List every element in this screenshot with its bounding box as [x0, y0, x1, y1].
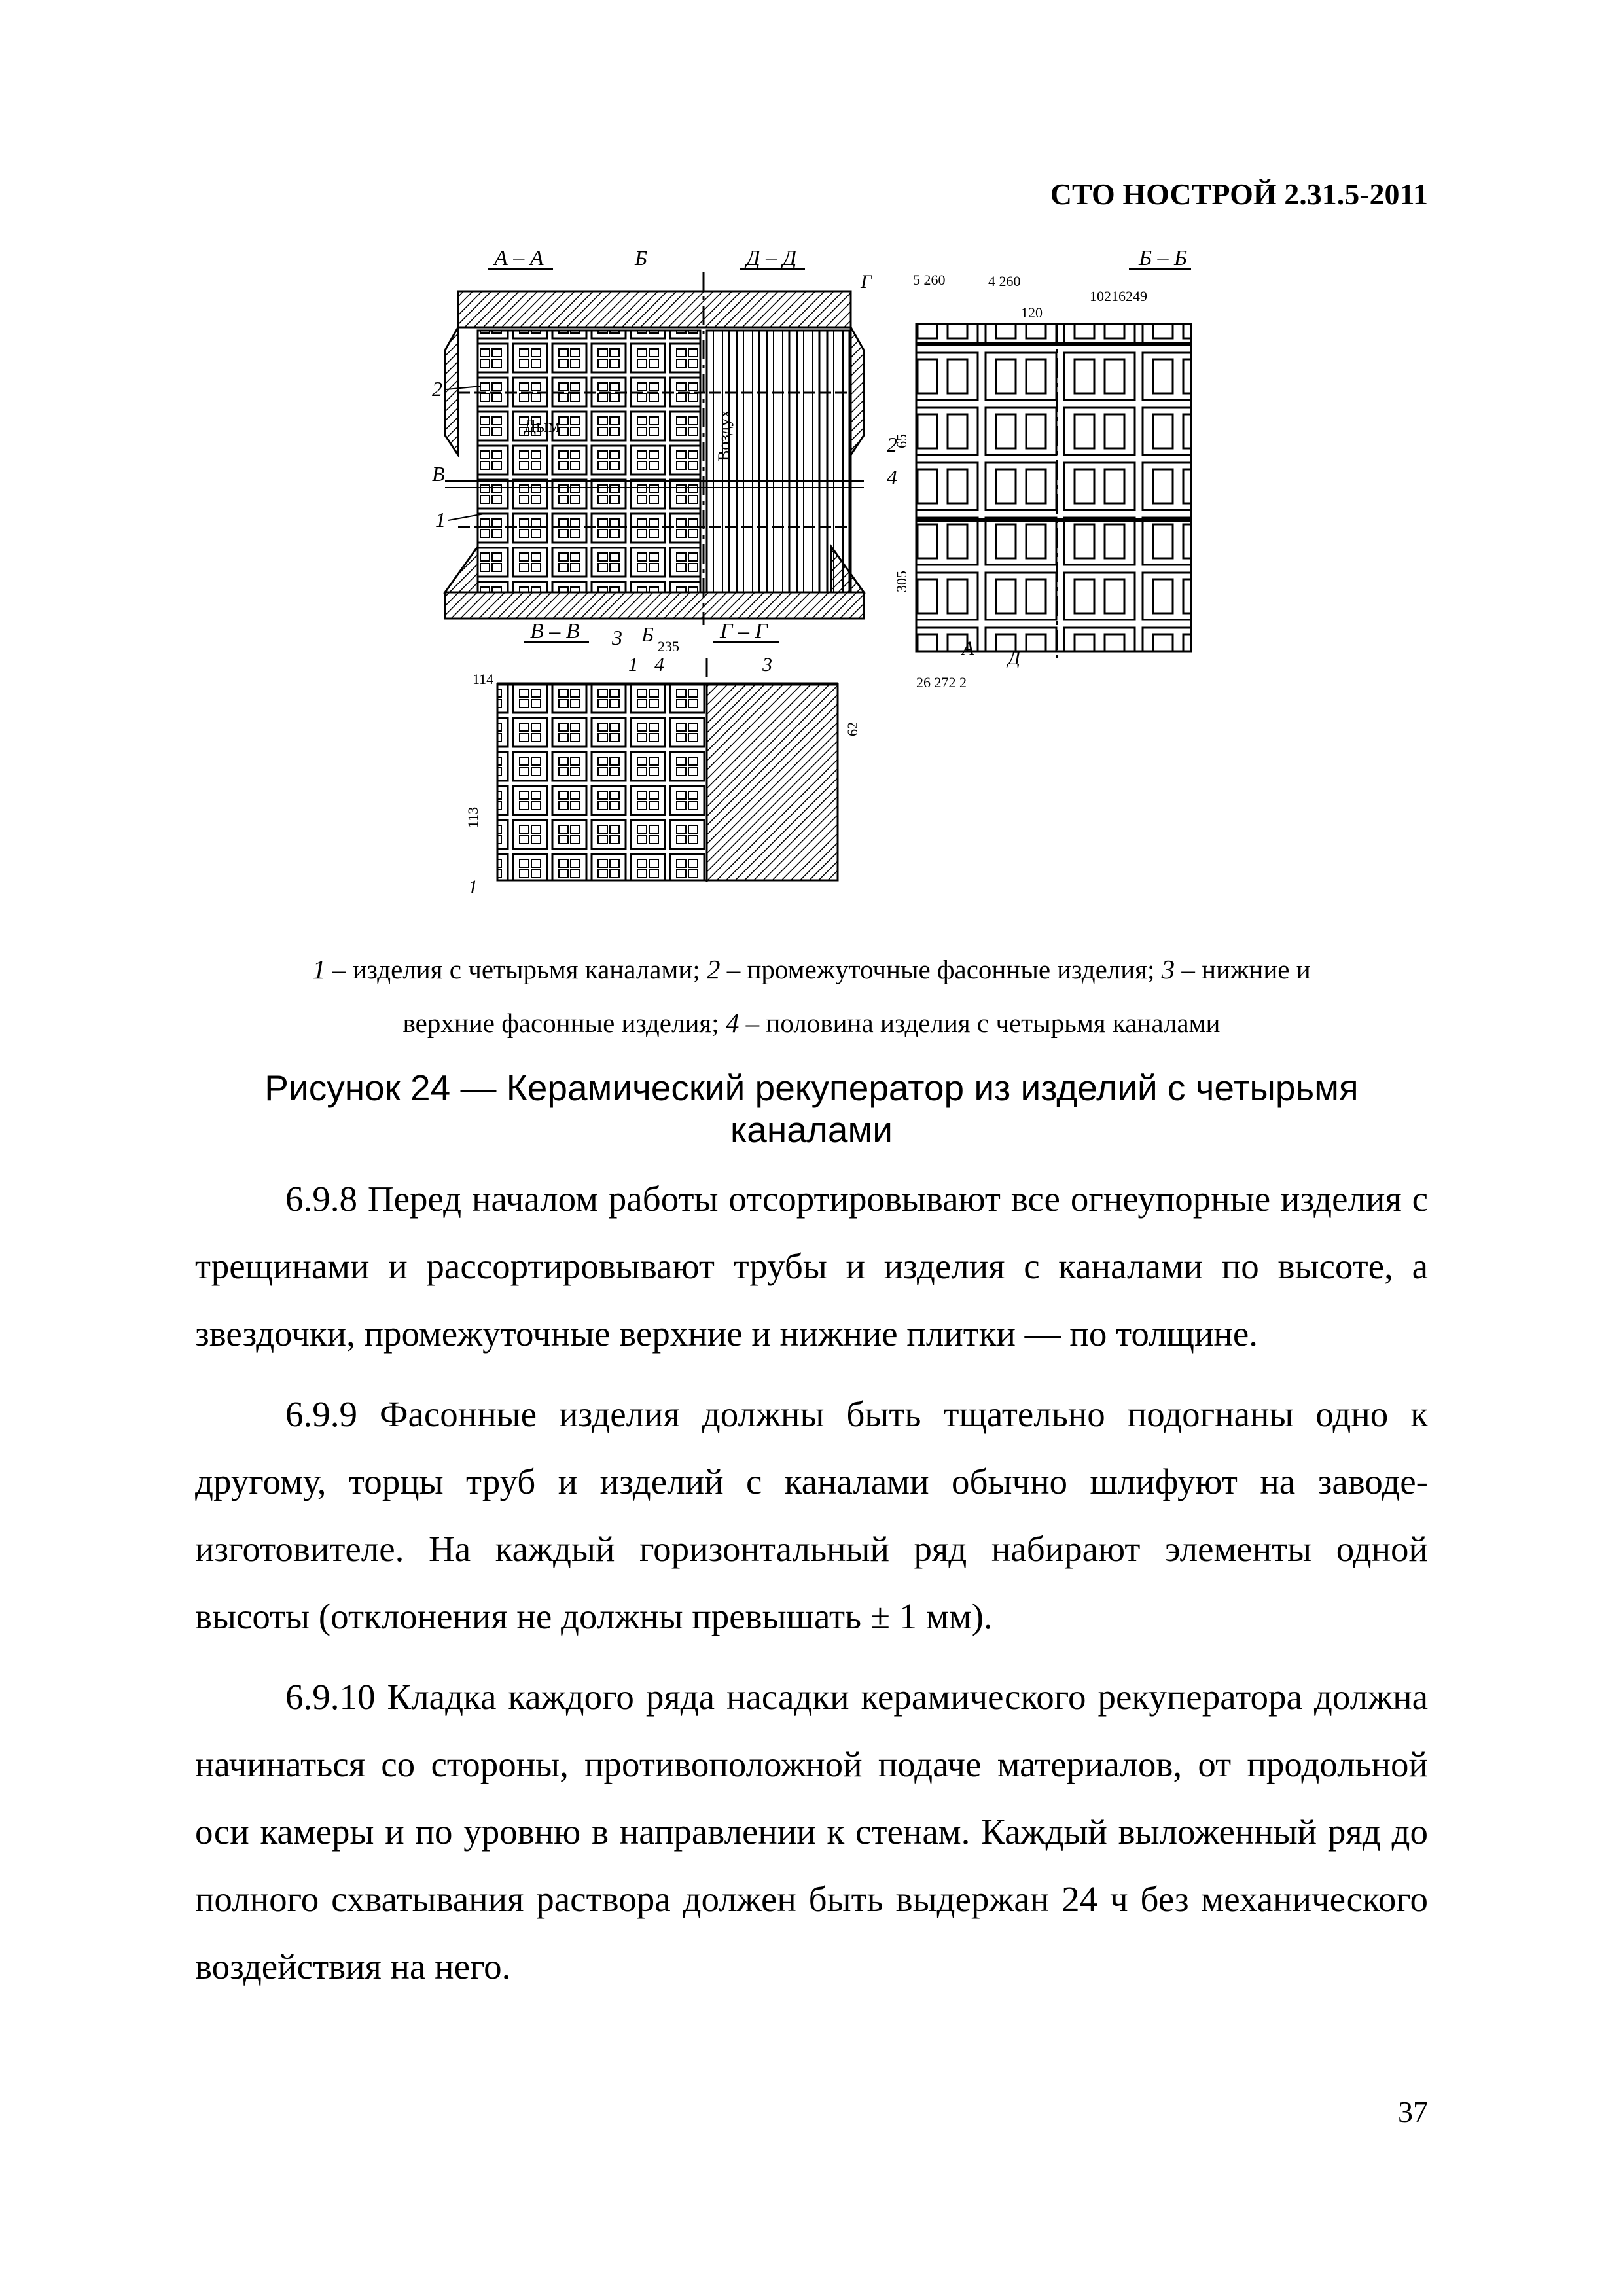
- label-section-b-bottom: Б: [641, 622, 654, 646]
- label-section-b-top: Б: [635, 246, 647, 270]
- dim-114: 114: [473, 671, 494, 687]
- dim-235: 235: [658, 638, 679, 655]
- label-section-aa: А – А: [494, 246, 544, 270]
- label-section-d-bottom: Д: [1008, 647, 1021, 669]
- dim-5-260: 5 260: [913, 272, 946, 288]
- label-section-dd: Д – Д: [746, 246, 797, 270]
- dim-35-264: 26 272 2: [916, 674, 967, 691]
- dim-272: 305: [893, 571, 910, 592]
- flow-label-smoke: Дым: [524, 416, 560, 437]
- dim-120: 120: [1021, 304, 1043, 321]
- label-section-bb: Б – Б: [1139, 246, 1188, 270]
- paragraph-6-9-8: 6.9.8 Перед началом работы отсортировывают все огнеупорные изделия с трещинами и рассортировывают трубы и изделия с каналами по высоте, а звездочки, промежуточные верхние и нижние плитки — по толщине.: [195, 1179, 1428, 1354]
- part-number-1-plan: 1: [628, 654, 638, 675]
- legend-num-3: 3: [1161, 954, 1175, 984]
- label-section-a-bottom: А: [962, 637, 974, 659]
- dim-305: 65: [893, 434, 910, 448]
- figure-legend: [195, 942, 1428, 1050]
- label-section-gg: Г – Г: [720, 619, 768, 643]
- paragraph-6-9-9: 6.9.9 Фасонные изделия должны быть тщательно подогнаны одно к другому, торцы труб и изделий с каналами обычно шлифуют на заводе-изготовителе. На каждый горизонтальный ряд набирают элементы одной высоты (отклонения не должны превышать ± 1 мм).: [195, 1394, 1428, 1636]
- part-number-1: 1: [435, 508, 446, 531]
- dim-151: 113: [465, 806, 481, 828]
- label-section-vv: В – В: [530, 619, 580, 643]
- page-number: 37: [1398, 2095, 1428, 2128]
- legend-line-2: [195, 996, 1428, 1050]
- part-number-3: 3: [612, 626, 622, 649]
- label-section-v: В: [432, 462, 445, 486]
- legend-num-2: 2: [706, 954, 721, 984]
- legend-text-2: – промежуточные фасонные изделия;: [720, 954, 1162, 984]
- section-aa-dd: [432, 246, 873, 655]
- section-vv-gg: [465, 619, 861, 893]
- body-text: [195, 1165, 1428, 2000]
- paragraph-6-9-10: 6.9.10 Кладка каждого ряда насадки керамического рекуператора должна начинаться со стороны, противоположной подаче материалов, от продольной оси камеры и по уровню в направлении к стенам. Каждый выложенный ряд до полного схватывания раствора должен быть выдержан 24 ч без механического воздействия на него.: [195, 1677, 1428, 1986]
- label-section-g-top: Г: [861, 271, 872, 293]
- part-number-3-plan: 3: [762, 654, 772, 675]
- dim-102-162: 10216249: [1090, 288, 1147, 304]
- legend-num-1: 1: [312, 954, 326, 984]
- legend-text-3: – нижние и: [1175, 954, 1311, 984]
- legend-text-3b: верхние фасонные изделия;: [402, 1008, 726, 1038]
- dim-4-260: 4 260: [988, 273, 1021, 289]
- recuperator-drawing: [432, 239, 1204, 893]
- part-number-2: 2: [432, 377, 442, 401]
- legend-text-1: – изделия с четырьмя каналами;: [325, 954, 707, 984]
- legend-line-1: [195, 942, 1428, 996]
- part-number-2-right: 2: [887, 433, 897, 456]
- flow-label-air: Воздух: [715, 409, 734, 461]
- section-bb: [887, 246, 1191, 691]
- legend-text-4: – половина изделия с четырьмя каналами: [739, 1008, 1221, 1038]
- part-number-1-plan-bottom: 1: [468, 876, 478, 893]
- legend-num-4: 4: [725, 1008, 740, 1038]
- figure-caption: Рисунок 24 — Керамический рекуператор из изделий с четырьмя каналами: [264, 1067, 1359, 1150]
- document-code-header: СТО НОСТРОЙ 2.31.5-2011: [1050, 177, 1428, 211]
- part-number-4-plan: 4: [654, 654, 664, 675]
- part-number-4-right: 4: [887, 465, 897, 489]
- dim-62: 62: [844, 722, 861, 736]
